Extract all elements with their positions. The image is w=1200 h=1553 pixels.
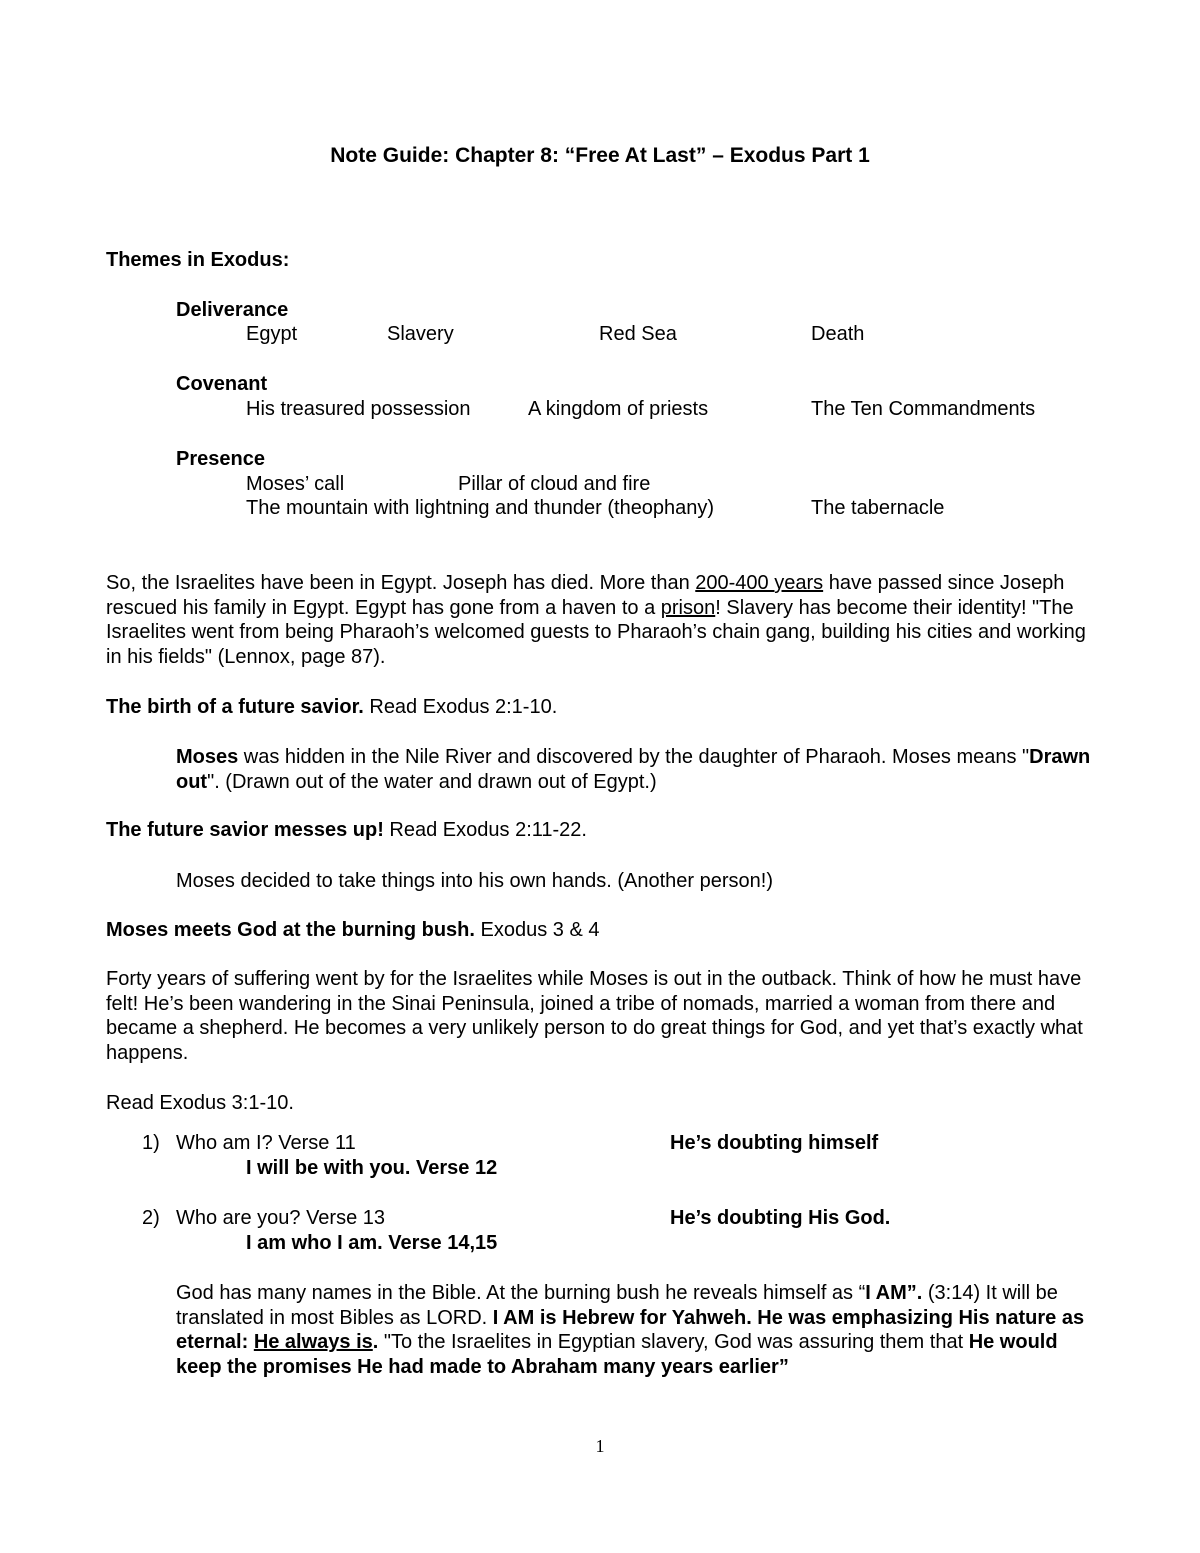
- covenant-item: His treasured possession: [246, 398, 471, 420]
- question-answer: I will be with you. Verse 12: [246, 1157, 498, 1179]
- question-number: 2): [142, 1207, 160, 1229]
- presence-item: The tabernacle: [811, 497, 945, 519]
- read-reference: Read Exodus 3:1-10.: [106, 1092, 294, 1114]
- names-paragraph: God has many names in the Bible. At the burning bush he reveals himself as “I AM”. (3:14) It will be translated in most Bibles as LORD. I AM is Hebrew for Yahweh. He was emphasizing His nature as eternal: He always is. "To the Israelites in Egyptian slavery, God was assuring them that He would keep the promises He had made to Abraham many years earlier”: [176, 1282, 1085, 1378]
- presence-item: Pillar of cloud and fire: [458, 473, 651, 495]
- question-text: Who am I? Verse 11: [176, 1132, 356, 1154]
- covenant-item: A kingdom of priests: [528, 398, 709, 420]
- question-note: He’s doubting His God.: [670, 1207, 891, 1229]
- birth-section-heading: The birth of a future savior. Read Exodus 2:1-10.: [106, 696, 558, 718]
- presence-item: Moses’ call: [246, 473, 345, 495]
- bush-paragraph: Forty years of suffering went by for the Israelites while Moses is out in the outback. Think of how he must have felt! He’s been wandering in the Sinai Peninsula, joined a tribe of nomads, married a woman from there and became a shepherd. He becomes a very unlikely person to do great things for God, and yet that’s exactly what happens.: [106, 968, 1083, 1064]
- deliverance-item: Death: [811, 323, 865, 345]
- themes-heading: Themes in Exodus:: [106, 249, 290, 271]
- deliverance-label: Deliverance: [176, 299, 289, 321]
- question-note: He’s doubting himself: [670, 1132, 879, 1154]
- covenant-item: The Ten Commandments: [811, 398, 1036, 420]
- page-title: Note Guide: Chapter 8: “Free At Last” – Exodus Part 1: [330, 144, 870, 167]
- page-number: 1: [595, 1436, 605, 1456]
- intro-paragraph: So, the Israelites have been in Egypt. Joseph has died. More than 200-400 years have passed since Joseph rescued his family in Egypt. Egypt has gone from a haven to a prison! Slavery has become their identity! "The Israelites went from being Pharaoh’s welcomed guests to Pharaoh’s chain gang, building his cities and working in his fields" (Lennox, page 87).: [106, 572, 1086, 668]
- messes-section-heading: The future savior messes up! Read Exodus 2:11-22.: [106, 819, 587, 841]
- presence-item: The mountain with lightning and thunder (theophany): [246, 497, 715, 519]
- deliverance-item: Slavery: [387, 323, 454, 345]
- question-answer: I am who I am. Verse 14,15: [246, 1232, 498, 1254]
- question-number: 1): [142, 1132, 160, 1154]
- messes-paragraph: Moses decided to take things into his own hands. (Another person!): [176, 870, 774, 892]
- birth-paragraph: Moses was hidden in the Nile River and discovered by the daughter of Pharaoh. Moses means "Drawn out". (Drawn out of the water and drawn out of Egypt.): [176, 746, 1091, 793]
- covenant-label: Covenant: [176, 373, 268, 395]
- bush-section-heading: Moses meets God at the burning bush. Exodus 3 & 4: [106, 919, 600, 941]
- deliverance-item: Egypt: [246, 323, 298, 345]
- question-text: Who are you? Verse 13: [176, 1207, 386, 1229]
- presence-label: Presence: [176, 448, 265, 470]
- deliverance-item: Red Sea: [599, 323, 677, 345]
